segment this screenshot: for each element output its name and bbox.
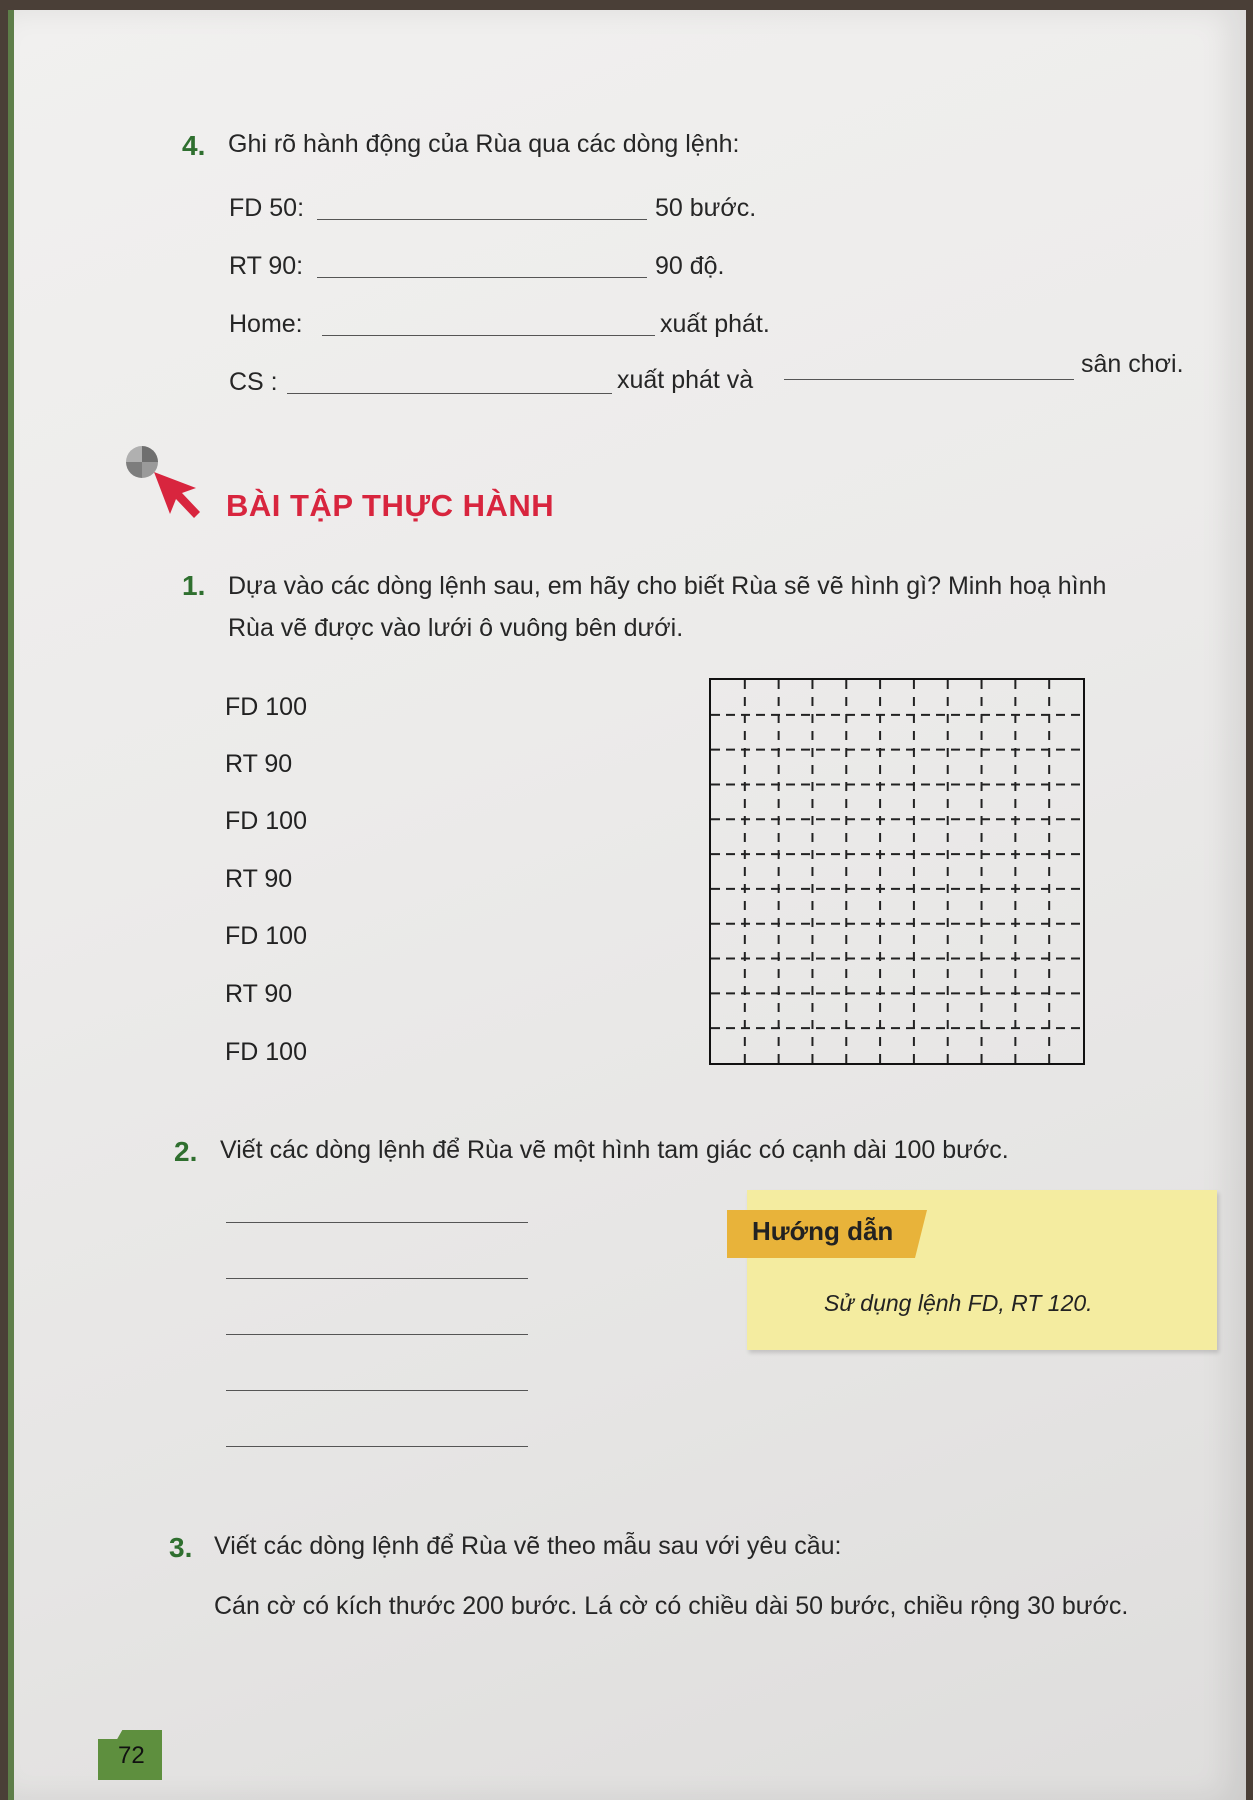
command-line: FD 100 <box>225 1038 307 1066</box>
command-line: RT 90 <box>225 750 293 778</box>
command-line: FD 100 <box>225 922 307 950</box>
rt90-blank[interactable] <box>317 277 647 278</box>
cs-mid: xuất phát và <box>617 366 754 394</box>
exercise-3-detail: Cán cờ có kích thước 200 bước. Lá cờ có chiều dài 50 bước, chiều rộng 30 bước. <box>214 1592 1129 1620</box>
exercise-4-title: Ghi rõ hành động của Rùa qua các dòng lệnh: <box>228 130 740 158</box>
rt90-label: RT 90: <box>229 252 304 280</box>
cs-label: CS : <box>229 368 278 396</box>
fd50-tail: 50 bước. <box>655 194 757 222</box>
answer-line-4[interactable] <box>226 1390 528 1391</box>
cs-blank-1[interactable] <box>287 393 612 394</box>
fd50-label: FD 50: <box>229 194 305 222</box>
home-label: Home: <box>229 310 303 338</box>
answer-line-2[interactable] <box>226 1278 528 1279</box>
textbook-page <box>8 10 1246 1800</box>
page-number: 72 <box>118 1742 145 1769</box>
grid-lines <box>711 680 1083 1063</box>
rt90-tail: 90 độ. <box>655 252 725 280</box>
exercise-1-line-1: Dựa vào các dòng lệnh sau, em hãy cho biết Rùa sẽ vẽ hình gì? Minh hoạ hình <box>228 572 1107 600</box>
answer-line-5[interactable] <box>226 1446 528 1447</box>
command-line: RT 90 <box>225 980 293 1008</box>
command-line: FD 100 <box>225 693 307 721</box>
square-grid[interactable] <box>709 678 1085 1065</box>
cs-tail: sân chơi. <box>1081 350 1184 378</box>
cs-blank-2[interactable] <box>784 379 1074 380</box>
exercise-1-number: 1. <box>182 570 206 601</box>
guide-title: Hướng dẫn <box>752 1216 894 1246</box>
guide-text: Sử dụng lệnh FD, RT 120. <box>824 1290 1093 1316</box>
fd50-blank[interactable] <box>317 219 647 220</box>
exercise-1-line-2: Rùa vẽ được vào lưới ô vuông bên dưới. <box>228 614 684 642</box>
command-line: RT 90 <box>225 865 293 893</box>
answer-line-3[interactable] <box>226 1334 528 1335</box>
home-tail: xuất phát. <box>660 310 770 338</box>
exercise-2-text: Viết các dòng lệnh để Rùa vẽ một hình tam giác có cạnh dài 100 bước. <box>220 1136 1009 1164</box>
command-line: FD 100 <box>225 807 307 835</box>
exercise-2-number: 2. <box>174 1136 198 1167</box>
exercise-4-number: 4. <box>182 130 206 161</box>
section-title: BÀI TẬP THỰC HÀNH <box>226 488 555 523</box>
answer-line-1[interactable] <box>226 1222 528 1223</box>
home-blank[interactable] <box>322 335 655 336</box>
exercise-3-number: 3. <box>169 1532 193 1563</box>
exercise-3-text: Viết các dòng lệnh để Rùa vẽ theo mẫu sau với yêu cầu: <box>214 1532 842 1560</box>
cursor-pinwheel-icon <box>124 442 214 522</box>
